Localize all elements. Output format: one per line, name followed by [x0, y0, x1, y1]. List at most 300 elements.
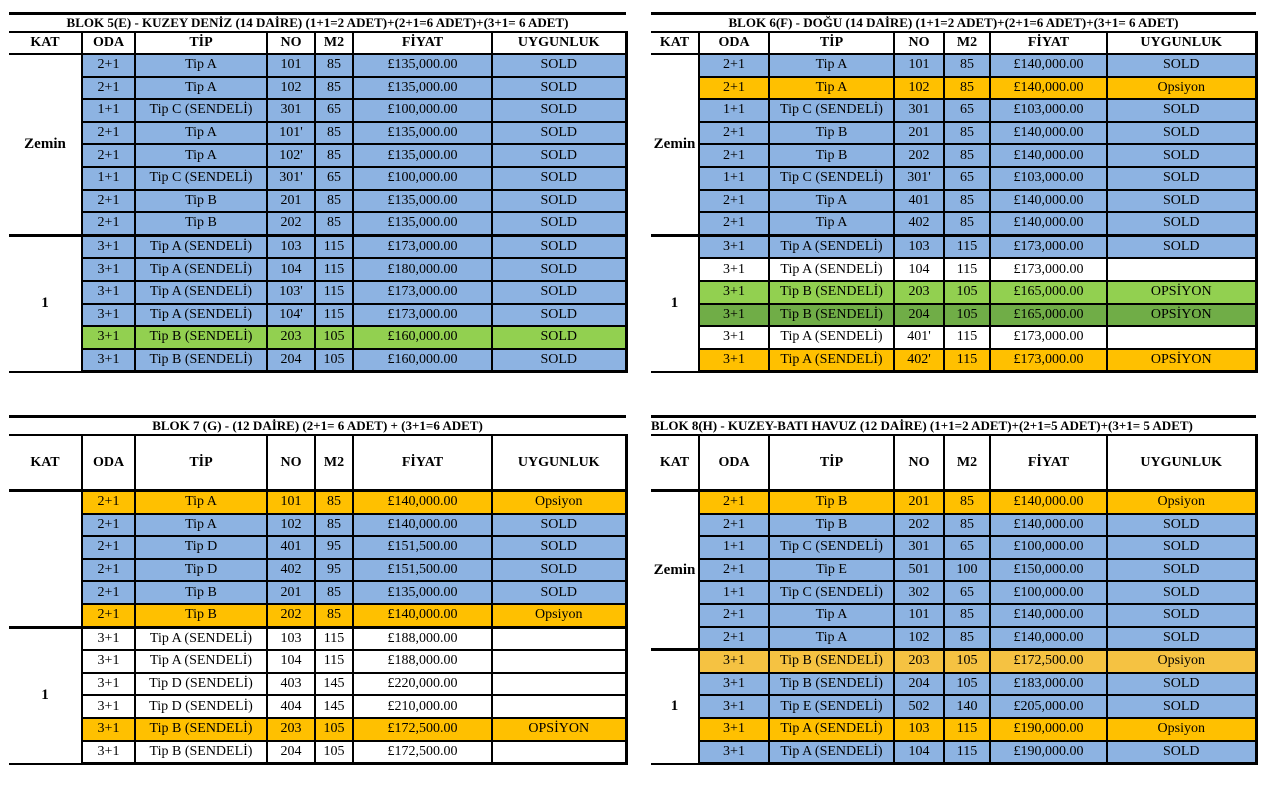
cell-no: 201	[894, 491, 944, 514]
cell-oda: 2+1	[699, 212, 769, 235]
cell-tip: Tip A (SENDELİ)	[135, 235, 267, 258]
price-table	[9, 434, 628, 765]
cell-no: 301'	[894, 167, 944, 190]
cell-oda: 2+1	[82, 212, 135, 235]
cell-tip: Tip A (SENDELİ)	[769, 741, 894, 764]
cell-oda: 3+1	[82, 718, 135, 741]
cell-fiyat: £140,000.00	[990, 77, 1107, 100]
cell-fiyat: £160,000.00	[353, 326, 492, 349]
cell-no: 202	[894, 144, 944, 167]
cell-fiyat: £188,000.00	[353, 650, 492, 673]
cell-no: 401	[267, 536, 315, 559]
cell-fiyat: £140,000.00	[990, 190, 1107, 213]
header-m2: M2	[315, 435, 353, 491]
cell-oda: 3+1	[699, 650, 769, 673]
header-tip: TİP	[769, 32, 894, 54]
cell-fiyat: £173,000.00	[990, 349, 1107, 372]
cell-oda: 3+1	[699, 695, 769, 718]
cell-m2: 105	[315, 741, 353, 764]
cell-tip: Tip B	[135, 604, 267, 627]
table-row	[9, 235, 626, 258]
cell-fiyat: £165,000.00	[990, 281, 1107, 304]
cell-no: 104	[894, 258, 944, 281]
cell-fiyat: £103,000.00	[990, 167, 1107, 190]
cell-uygunluk: SOLD	[1107, 695, 1256, 718]
table-row	[651, 627, 1256, 650]
cell-tip: Tip C (SENDELİ)	[769, 99, 894, 122]
cell-tip: Tip A	[135, 144, 267, 167]
header-fiyat: FİYAT	[353, 32, 492, 54]
table-row	[9, 349, 626, 372]
cell-oda: 2+1	[699, 559, 769, 582]
cell-m2: 85	[944, 122, 990, 145]
cell-tip: Tip B	[769, 514, 894, 537]
cell-oda: 2+1	[82, 581, 135, 604]
price-table	[9, 31, 628, 373]
table-row	[651, 304, 1256, 327]
table-row	[651, 650, 1256, 673]
block-7-table	[9, 415, 626, 765]
header-kat: KAT	[651, 435, 699, 491]
cell-uygunluk: SOLD	[492, 212, 626, 235]
table-row	[9, 695, 626, 718]
cell-uygunluk: SOLD	[1107, 741, 1256, 764]
cell-uygunluk: SOLD	[492, 190, 626, 213]
cell-oda: 3+1	[82, 673, 135, 696]
floor-label: 1	[9, 235, 82, 372]
table-row	[651, 212, 1256, 235]
cell-tip: Tip B (SENDELİ)	[769, 304, 894, 327]
cell-no: 102	[267, 77, 315, 100]
cell-tip: Tip B	[135, 581, 267, 604]
cell-tip: Tip A	[769, 212, 894, 235]
cell-no: 101	[894, 604, 944, 627]
table-row	[9, 581, 626, 604]
cell-uygunluk: SOLD	[1107, 536, 1256, 559]
block-8-table	[651, 415, 1256, 765]
cell-tip: Tip A (SENDELİ)	[769, 349, 894, 372]
cell-fiyat: £205,000.00	[990, 695, 1107, 718]
cell-m2: 115	[315, 304, 353, 327]
cell-tip: Tip D	[135, 536, 267, 559]
cell-oda: 3+1	[699, 741, 769, 764]
cell-m2: 105	[944, 304, 990, 327]
cell-tip: Tip B	[769, 144, 894, 167]
cell-fiyat: £172,500.00	[990, 650, 1107, 673]
table-row	[9, 122, 626, 145]
cell-fiyat: £140,000.00	[990, 514, 1107, 537]
cell-uygunluk: Opsiyon	[492, 491, 626, 514]
header-uygunluk: UYGUNLUK	[492, 32, 626, 54]
cell-oda: 2+1	[699, 144, 769, 167]
cell-tip: Tip C (SENDELİ)	[135, 167, 267, 190]
price-table	[651, 31, 1258, 373]
cell-fiyat: £183,000.00	[990, 673, 1107, 696]
cell-oda: 2+1	[82, 559, 135, 582]
cell-oda: 3+1	[82, 304, 135, 327]
header-tip: TİP	[135, 32, 267, 54]
cell-uygunluk: SOLD	[492, 326, 626, 349]
cell-tip: Tip A (SENDELİ)	[135, 627, 267, 650]
cell-uygunluk: SOLD	[1107, 122, 1256, 145]
cell-fiyat: £135,000.00	[353, 144, 492, 167]
cell-oda: 3+1	[699, 349, 769, 372]
cell-m2: 105	[944, 673, 990, 696]
cell-fiyat: £140,000.00	[990, 212, 1107, 235]
cell-no: 202	[267, 212, 315, 235]
cell-uygunluk: SOLD	[492, 536, 626, 559]
cell-oda: 3+1	[82, 627, 135, 650]
cell-fiyat: £140,000.00	[990, 604, 1107, 627]
cell-no: 204	[267, 741, 315, 764]
cell-fiyat: £140,000.00	[990, 627, 1107, 650]
table-row	[9, 212, 626, 235]
header-m2: M2	[944, 32, 990, 54]
cell-no: 201	[267, 190, 315, 213]
cell-m2: 65	[944, 536, 990, 559]
cell-no: 204	[267, 349, 315, 372]
cell-fiyat: £180,000.00	[353, 258, 492, 281]
cell-no: 401	[894, 190, 944, 213]
cell-oda: 2+1	[82, 54, 135, 77]
cell-oda: 1+1	[699, 167, 769, 190]
table-row	[9, 54, 626, 77]
table-row	[651, 167, 1256, 190]
cell-uygunluk: SOLD	[1107, 673, 1256, 696]
cell-no: 301'	[267, 167, 315, 190]
table-row	[651, 673, 1256, 696]
cell-tip: Tip A	[135, 122, 267, 145]
cell-tip: Tip B	[769, 491, 894, 514]
header-fiyat: FİYAT	[990, 32, 1107, 54]
cell-oda: 3+1	[699, 304, 769, 327]
table-row	[9, 718, 626, 741]
cell-oda: 1+1	[699, 99, 769, 122]
cell-no: 104	[894, 741, 944, 764]
header-fiyat: FİYAT	[990, 435, 1107, 491]
cell-fiyat: £172,500.00	[353, 718, 492, 741]
cell-oda: 3+1	[82, 326, 135, 349]
cell-fiyat: £100,000.00	[353, 99, 492, 122]
cell-m2: 115	[944, 235, 990, 258]
table-row	[9, 491, 626, 514]
floor-label	[9, 491, 82, 628]
cell-m2: 115	[944, 326, 990, 349]
cell-oda: 2+1	[82, 144, 135, 167]
cell-no: 103	[894, 235, 944, 258]
cell-tip: Tip A	[135, 77, 267, 100]
cell-tip: Tip B (SENDELİ)	[135, 741, 267, 764]
cell-uygunluk: SOLD	[1107, 144, 1256, 167]
cell-tip: Tip E (SENDELİ)	[769, 695, 894, 718]
table-row	[651, 536, 1256, 559]
table-row	[651, 491, 1256, 514]
cell-m2: 140	[944, 695, 990, 718]
cell-m2: 105	[315, 326, 353, 349]
cell-m2: 105	[315, 349, 353, 372]
table-row	[9, 627, 626, 650]
cell-fiyat: £140,000.00	[990, 144, 1107, 167]
cell-m2: 85	[944, 604, 990, 627]
cell-oda: 2+1	[699, 54, 769, 77]
cell-no: 102	[894, 627, 944, 650]
cell-m2: 115	[944, 718, 990, 741]
cell-tip: Tip A	[769, 190, 894, 213]
cell-fiyat: £140,000.00	[353, 514, 492, 537]
cell-oda: 1+1	[699, 536, 769, 559]
floor-label: 1	[651, 650, 699, 764]
table-row	[651, 54, 1256, 77]
cell-no: 201	[894, 122, 944, 145]
header-kat: KAT	[651, 32, 699, 54]
cell-oda: 2+1	[699, 122, 769, 145]
table-row	[9, 326, 626, 349]
cell-uygunluk: SOLD	[1107, 99, 1256, 122]
cell-oda: 2+1	[82, 491, 135, 514]
cell-oda: 3+1	[82, 650, 135, 673]
floor-label: 1	[651, 235, 699, 372]
cell-tip: Tip A (SENDELİ)	[769, 718, 894, 741]
cell-no: 103'	[267, 281, 315, 304]
floor-label: 1	[9, 627, 82, 764]
cell-uygunluk	[1107, 258, 1256, 281]
block-title: BLOK 6(F) - DOĞU (14 DAİRE) (1+1=2 ADET)+(2+1=6 ADET)+(3+1= 6 ADET)	[651, 12, 1256, 31]
cell-tip: Tip B	[769, 122, 894, 145]
cell-uygunluk: SOLD	[492, 77, 626, 100]
cell-tip: Tip C (SENDELİ)	[135, 99, 267, 122]
cell-m2: 85	[315, 212, 353, 235]
table-row	[9, 167, 626, 190]
cell-uygunluk: Opsiyon	[1107, 718, 1256, 741]
floor-label: Zemin	[651, 54, 699, 235]
cell-tip: Tip E	[769, 559, 894, 582]
floor-label: Zemin	[9, 54, 82, 235]
cell-oda: 2+1	[82, 122, 135, 145]
header-no: NO	[267, 435, 315, 491]
cell-tip: Tip D (SENDELİ)	[135, 695, 267, 718]
header-oda: ODA	[699, 435, 769, 491]
table-row	[9, 604, 626, 627]
cell-uygunluk: SOLD	[492, 99, 626, 122]
cell-m2: 85	[315, 77, 353, 100]
table-row	[651, 559, 1256, 582]
cell-no: 102'	[267, 144, 315, 167]
table-row	[9, 741, 626, 764]
cell-oda: 3+1	[82, 349, 135, 372]
table-row	[651, 349, 1256, 372]
cell-fiyat: £220,000.00	[353, 673, 492, 696]
cell-fiyat: £173,000.00	[990, 326, 1107, 349]
cell-no: 204	[894, 673, 944, 696]
cell-fiyat: £135,000.00	[353, 212, 492, 235]
cell-m2: 115	[944, 349, 990, 372]
cell-m2: 105	[315, 718, 353, 741]
cell-m2: 115	[944, 258, 990, 281]
floor-label: Zemin	[651, 491, 699, 650]
cell-uygunluk: SOLD	[1107, 627, 1256, 650]
cell-fiyat: £172,500.00	[353, 741, 492, 764]
table-row	[9, 673, 626, 696]
cell-oda: 3+1	[699, 235, 769, 258]
cell-m2: 65	[315, 167, 353, 190]
table-row	[9, 514, 626, 537]
cell-no: 301	[267, 99, 315, 122]
cell-tip: Tip A	[135, 491, 267, 514]
cell-oda: 1+1	[699, 581, 769, 604]
cell-uygunluk	[1107, 326, 1256, 349]
table-row	[651, 718, 1256, 741]
cell-uygunluk: OPSİYON	[1107, 349, 1256, 372]
cell-no: 203	[894, 281, 944, 304]
price-table	[651, 434, 1258, 765]
cell-uygunluk: SOLD	[1107, 167, 1256, 190]
cell-oda: 2+1	[82, 514, 135, 537]
table-row	[9, 77, 626, 100]
cell-oda: 2+1	[82, 604, 135, 627]
table-row	[651, 77, 1256, 100]
cell-uygunluk: OPSİYON	[1107, 281, 1256, 304]
cell-uygunluk: OPSİYON	[1107, 304, 1256, 327]
cell-no: 103	[267, 627, 315, 650]
cell-tip: Tip B (SENDELİ)	[135, 718, 267, 741]
cell-uygunluk: Opsiyon	[1107, 650, 1256, 673]
cell-fiyat: £160,000.00	[353, 349, 492, 372]
cell-m2: 85	[944, 212, 990, 235]
cell-oda: 3+1	[699, 673, 769, 696]
cell-m2: 65	[944, 167, 990, 190]
table-row	[9, 258, 626, 281]
cell-tip: Tip A (SENDELİ)	[135, 650, 267, 673]
cell-uygunluk: SOLD	[1107, 190, 1256, 213]
table-row	[651, 326, 1256, 349]
table-row	[9, 304, 626, 327]
cell-m2: 65	[944, 581, 990, 604]
cell-fiyat: £150,000.00	[990, 559, 1107, 582]
cell-uygunluk: SOLD	[1107, 581, 1256, 604]
cell-fiyat: £135,000.00	[353, 190, 492, 213]
cell-m2: 145	[315, 673, 353, 696]
cell-m2: 85	[315, 514, 353, 537]
cell-tip: Tip A (SENDELİ)	[135, 258, 267, 281]
cell-fiyat: £135,000.00	[353, 54, 492, 77]
cell-m2: 85	[944, 491, 990, 514]
header-tip: TİP	[135, 435, 267, 491]
cell-fiyat: £100,000.00	[990, 581, 1107, 604]
cell-no: 104	[267, 258, 315, 281]
cell-uygunluk	[492, 650, 626, 673]
cell-fiyat: £190,000.00	[990, 741, 1107, 764]
cell-no: 404	[267, 695, 315, 718]
block-title: BLOK 7 (G) - (12 DAİRE) (2+1= 6 ADET) + (3+1=6 ADET)	[9, 415, 626, 434]
cell-no: 104'	[267, 304, 315, 327]
cell-fiyat: £173,000.00	[990, 258, 1107, 281]
cell-tip: Tip A (SENDELİ)	[769, 326, 894, 349]
table-row	[9, 281, 626, 304]
table-row	[651, 695, 1256, 718]
header-kat: KAT	[9, 435, 82, 491]
cell-fiyat: £190,000.00	[990, 718, 1107, 741]
cell-no: 101	[267, 54, 315, 77]
header-oda: ODA	[82, 32, 135, 54]
cell-uygunluk: SOLD	[1107, 559, 1256, 582]
cell-no: 101	[267, 491, 315, 514]
table-row	[651, 190, 1256, 213]
cell-fiyat: £173,000.00	[353, 235, 492, 258]
cell-fiyat: £100,000.00	[990, 536, 1107, 559]
cell-m2: 85	[315, 604, 353, 627]
table-row	[651, 144, 1256, 167]
cell-m2: 85	[944, 514, 990, 537]
cell-m2: 145	[315, 695, 353, 718]
cell-tip: Tip B (SENDELİ)	[135, 326, 267, 349]
cell-fiyat: £173,000.00	[353, 281, 492, 304]
cell-fiyat: £140,000.00	[353, 491, 492, 514]
cell-m2: 85	[944, 627, 990, 650]
cell-m2: 85	[315, 581, 353, 604]
cell-tip: Tip B (SENDELİ)	[769, 281, 894, 304]
cell-m2: 95	[315, 536, 353, 559]
cell-no: 103	[894, 718, 944, 741]
cell-m2: 115	[315, 650, 353, 673]
cell-fiyat: £165,000.00	[990, 304, 1107, 327]
cell-no: 302	[894, 581, 944, 604]
header-row	[9, 435, 626, 491]
cell-fiyat: £173,000.00	[353, 304, 492, 327]
block-5-table	[9, 12, 626, 373]
header-fiyat: FİYAT	[353, 435, 492, 491]
cell-oda: 3+1	[82, 235, 135, 258]
cell-fiyat: £140,000.00	[990, 54, 1107, 77]
cell-no: 101'	[267, 122, 315, 145]
table-row	[651, 604, 1256, 627]
cell-no: 402	[267, 559, 315, 582]
cell-m2: 85	[315, 190, 353, 213]
cell-m2: 85	[944, 144, 990, 167]
cell-oda: 2+1	[699, 514, 769, 537]
block-title: BLOK 5(E) - KUZEY DENİZ (14 DAİRE) (1+1=2 ADET)+(2+1=6 ADET)+(3+1= 6 ADET)	[9, 12, 626, 31]
cell-no: 201	[267, 581, 315, 604]
cell-m2: 115	[315, 258, 353, 281]
cell-m2: 85	[315, 122, 353, 145]
cell-m2: 85	[315, 54, 353, 77]
cell-m2: 85	[944, 190, 990, 213]
header-oda: ODA	[699, 32, 769, 54]
cell-no: 104	[267, 650, 315, 673]
cell-oda: 3+1	[82, 258, 135, 281]
cell-no: 202	[894, 514, 944, 537]
table-row	[651, 235, 1256, 258]
cell-uygunluk: SOLD	[492, 304, 626, 327]
cell-fiyat: £135,000.00	[353, 581, 492, 604]
cell-no: 203	[267, 326, 315, 349]
table-row	[651, 514, 1256, 537]
cell-m2: 85	[315, 491, 353, 514]
cell-oda: 2+1	[82, 190, 135, 213]
table-row	[651, 122, 1256, 145]
cell-oda: 2+1	[699, 491, 769, 514]
cell-tip: Tip A (SENDELİ)	[135, 304, 267, 327]
header-m2: M2	[315, 32, 353, 54]
cell-fiyat: £140,000.00	[990, 122, 1107, 145]
cell-no: 204	[894, 304, 944, 327]
cell-uygunluk: OPSİYON	[492, 718, 626, 741]
table-row	[651, 99, 1256, 122]
cell-oda: 2+1	[82, 536, 135, 559]
cell-m2: 105	[944, 650, 990, 673]
cell-uygunluk	[492, 695, 626, 718]
cell-m2: 105	[944, 281, 990, 304]
cell-tip: Tip C (SENDELİ)	[769, 536, 894, 559]
